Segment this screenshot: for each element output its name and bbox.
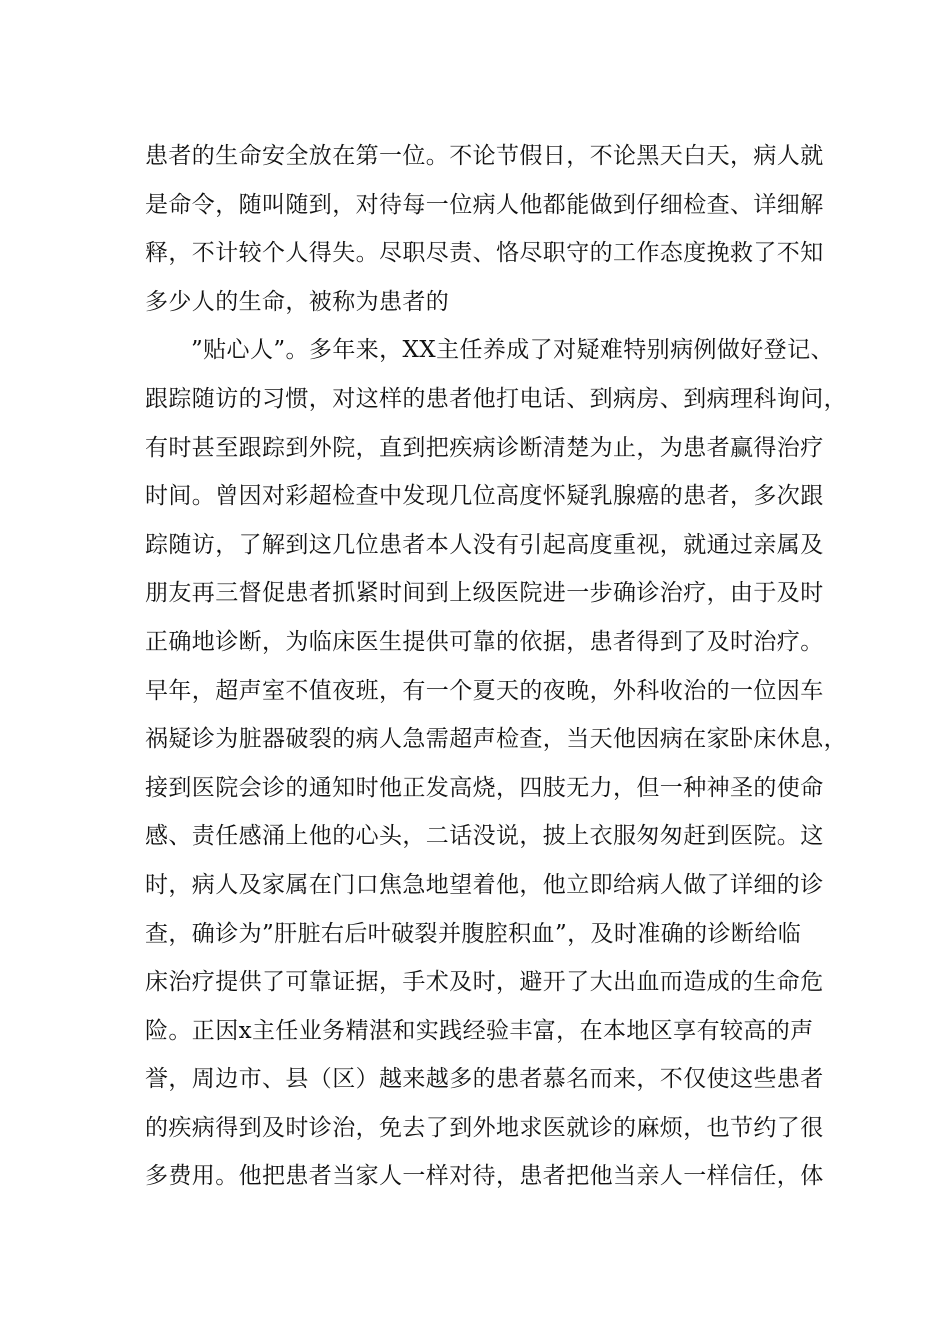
text-line: 有时甚至跟踪到外院，直到把疾病诊断清楚为止，为患者赢得治疗 (145, 434, 824, 461)
text-line: 早年，超声室不值夜班，有一个夏天的夜晚，外科收治的一位因车 (145, 677, 824, 704)
text-line: 床治疗提供了可靠证据，手术及时，避开了大出血而造成的生命危 (145, 969, 824, 996)
text-line-indented: ”贴心人”。多年来，XX主任养成了对疑难特别病例做好登记、 (191, 337, 834, 364)
text-line: 踪随访，了解到这几位患者本人没有引起高度重视，就通过亲属及 (145, 531, 824, 558)
text-line: 险。正因x主任业务精湛和实践经验丰富，在本地区享有较高的声 (145, 1017, 814, 1044)
text-line: 时间。曾因对彩超检查中发现几位高度怀疑乳腺癌的患者，多次跟 (145, 483, 824, 510)
text-line: 跟踪随访的习惯，对这样的患者他打电话、到病房、到病理科询问， (145, 385, 847, 412)
text-line: 誉，周边市、县（区）越来越多的患者慕名而来，不仅使这些患者 (145, 1066, 824, 1093)
text-line: 正确地诊断，为临床医生提供可靠的依据，患者得到了及时治疗。 (145, 628, 824, 655)
text-line: 患者的生命安全放在第一位。不论节假日，不论黑天白天，病人就 (145, 143, 824, 169)
text-line: 查，确诊为”肝脏右后叶破裂并腹腔积血”，及时准确的诊断给临 (145, 920, 802, 947)
text-line: 祸疑诊为脏器破裂的病人急需超声检查，当天他因病在家卧床休息， (145, 726, 847, 753)
body-text (145, 132, 847, 1201)
text-line: 多费用。他把患者当家人一样对待，患者把他当亲人一样信任，体 (145, 1163, 824, 1190)
text-line: 的疾病得到及时诊治，免去了到外地求医就诊的麻烦，也节约了很 (145, 1114, 824, 1141)
text-line: 多少人的生命，被称为患者的 (145, 288, 450, 315)
text-line: 朋友再三督促患者抓紧时间到上级医院进一步确诊治疗，由于及时 (145, 580, 824, 607)
text-line: 感、责任感涌上他的心头，二话没说，披上衣服匆匆赶到医院。这 (145, 823, 824, 850)
text-line: 是命令，随叫随到，对待每一位病人他都能做到仔细检查、详细解 (145, 191, 824, 218)
text-line: 时，病人及家属在门口焦急地望着他，他立即给病人做了详细的诊 (145, 871, 824, 898)
text-line: 接到医院会诊的通知时他正发高烧，四肢无力，但一种神圣的使命 (145, 774, 824, 801)
text-line: 释，不计较个人得失。尽职尽责、恪尽职守的工作态度挽救了不知 (145, 240, 824, 267)
